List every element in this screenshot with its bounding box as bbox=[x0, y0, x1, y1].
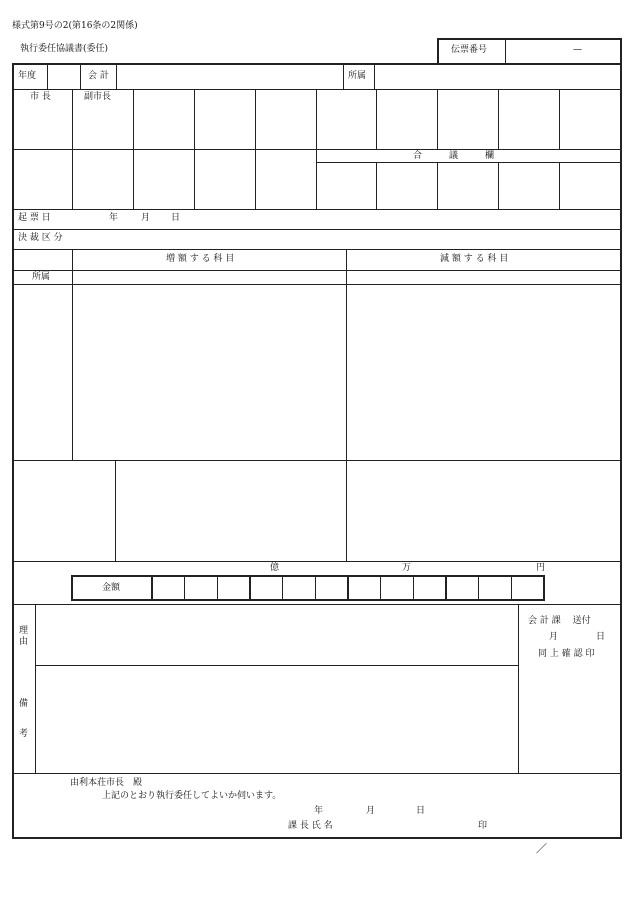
amount-box bbox=[71, 575, 545, 601]
increase-header: 増 額 す る 科 目 bbox=[166, 254, 235, 264]
request-text: 上記のとおり執行委任してよいか伺います。 bbox=[102, 791, 282, 801]
subject-department-label: 所属 bbox=[32, 272, 51, 282]
draft-month: 月 bbox=[141, 213, 151, 223]
footer-day: 日 bbox=[416, 806, 426, 816]
accounting-month: 月 bbox=[549, 632, 559, 642]
draft-day: 日 bbox=[171, 213, 181, 223]
consultation-label: 合 議 欄 bbox=[413, 151, 495, 161]
footer-year: 年 bbox=[314, 806, 324, 816]
form-frame bbox=[12, 63, 622, 839]
reason-label: 理 由 bbox=[19, 626, 29, 647]
form-title: 執行委任協議書(委任) bbox=[20, 44, 109, 54]
draft-year: 年 bbox=[109, 213, 119, 223]
slash-mark: ／ bbox=[536, 842, 547, 855]
decrease-header: 減 額 す る 科 目 bbox=[440, 254, 509, 264]
draft-date-label: 起 票 日 bbox=[18, 213, 51, 223]
section-chief-label: 課 長 氏 名 bbox=[288, 821, 333, 831]
account-label: 会 計 bbox=[88, 71, 109, 81]
mayor-label: 市 長 bbox=[30, 92, 51, 102]
fiscal-year-label: 年度 bbox=[18, 71, 37, 81]
deputy-mayor-label: 副市長 bbox=[84, 92, 112, 102]
slip-number-label: 伝票番号 bbox=[451, 45, 488, 55]
department-label: 所属 bbox=[348, 71, 367, 81]
amount-label: 金額 bbox=[102, 583, 121, 593]
amount-oku: 億 bbox=[270, 563, 280, 573]
accounting-day: 日 bbox=[596, 632, 606, 642]
decision-category-label: 決 裁 区 分 bbox=[18, 233, 63, 243]
accounting-line3: 同 上 確 認 印 bbox=[538, 649, 595, 659]
slip-number-value: — bbox=[573, 45, 582, 55]
accounting-line1: 会 計 課 送付 bbox=[528, 616, 591, 626]
amount-man: 万 bbox=[402, 563, 412, 573]
amount-yen: 円 bbox=[536, 563, 546, 573]
addressee: 由利本荘市長 殿 bbox=[70, 778, 143, 788]
remarks-label-1: 備 bbox=[19, 699, 29, 709]
style-note: 様式第9号の2(第16条の2関係) bbox=[12, 21, 138, 31]
footer-month: 月 bbox=[366, 806, 376, 816]
remarks-label-2: 考 bbox=[19, 729, 29, 739]
seal-label: 印 bbox=[478, 821, 488, 831]
